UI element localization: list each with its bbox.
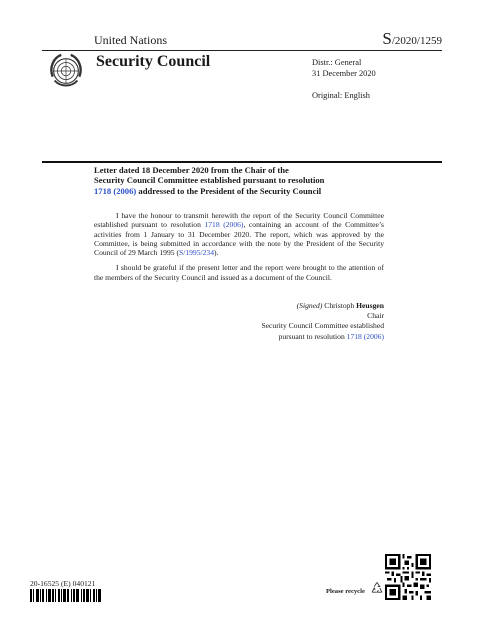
document-symbol-prefix: S bbox=[382, 29, 392, 48]
recycle-icon bbox=[370, 581, 384, 595]
resolution-link-signature[interactable]: 1718 (2006) bbox=[346, 331, 384, 341]
barcode-icon bbox=[30, 589, 110, 602]
distribution-meta bbox=[312, 57, 376, 101]
original-language: Original: English bbox=[312, 91, 370, 100]
title-line-3 bbox=[94, 186, 404, 196]
document-date: 31 December 2020 bbox=[312, 69, 376, 78]
signature-name-line bbox=[184, 301, 384, 311]
document-symbol bbox=[382, 29, 442, 49]
header-rule bbox=[42, 50, 442, 51]
signer-role: Chair bbox=[367, 311, 384, 321]
letter-body bbox=[94, 211, 384, 288]
title-line-2: Security Council Committee established pursuant to resolution bbox=[94, 175, 325, 186]
paragraph-1-text-b: , containing an account of the Committee’s activities from 1 January to 31 December 2020. The report, which was approved by the Committee, is being submitted in accordance with the note by the President of the Security Council of 29 March 1995 ( bbox=[94, 220, 384, 258]
distribution: Distr.: General bbox=[312, 58, 362, 67]
pursuant-line bbox=[184, 332, 384, 342]
paragraph-1-text-c: ). bbox=[214, 248, 219, 258]
signer-last-name: Heusgen bbox=[356, 301, 384, 310]
signed-label: (Signed) bbox=[296, 301, 323, 310]
qr-code-icon bbox=[385, 554, 431, 600]
committee-line: Security Council Committee established bbox=[261, 321, 384, 331]
paragraph-2: I should be grateful if the present letter and the report were brought to the attention of the members of the Security Council and issued as a document of the Council. bbox=[94, 263, 384, 282]
title-rule bbox=[42, 161, 442, 163]
document-symbol-number: /2020/1259 bbox=[391, 35, 442, 47]
signature-block bbox=[184, 301, 384, 342]
resolution-link[interactable]: 1718 (2006) bbox=[94, 185, 137, 196]
title-line-3-text: addressed to the President of the Security Council bbox=[136, 185, 322, 196]
recycle-label: Please recycle bbox=[326, 588, 365, 595]
header-organization: United Nations bbox=[94, 33, 167, 47]
un-emblem-icon bbox=[47, 52, 85, 90]
signer-first-name: Christoph bbox=[322, 301, 357, 310]
paragraph-1-text-a: I have the honour to transmit herewith the report of the Security Council Committee established pursuant to resolution bbox=[94, 211, 384, 230]
paragraph-1 bbox=[94, 211, 384, 257]
letter-title bbox=[94, 165, 404, 196]
council-name: Security Council bbox=[96, 53, 211, 70]
pursuant-text: pursuant to resolution bbox=[278, 331, 347, 341]
note-link[interactable]: S/1995/234 bbox=[179, 248, 215, 258]
document-id: 20-16525 (E) 040121 bbox=[30, 579, 96, 588]
resolution-link-body[interactable]: 1718 (2006) bbox=[204, 220, 244, 230]
title-line-1: Letter dated 18 December 2020 from the Chair of the bbox=[94, 165, 289, 175]
